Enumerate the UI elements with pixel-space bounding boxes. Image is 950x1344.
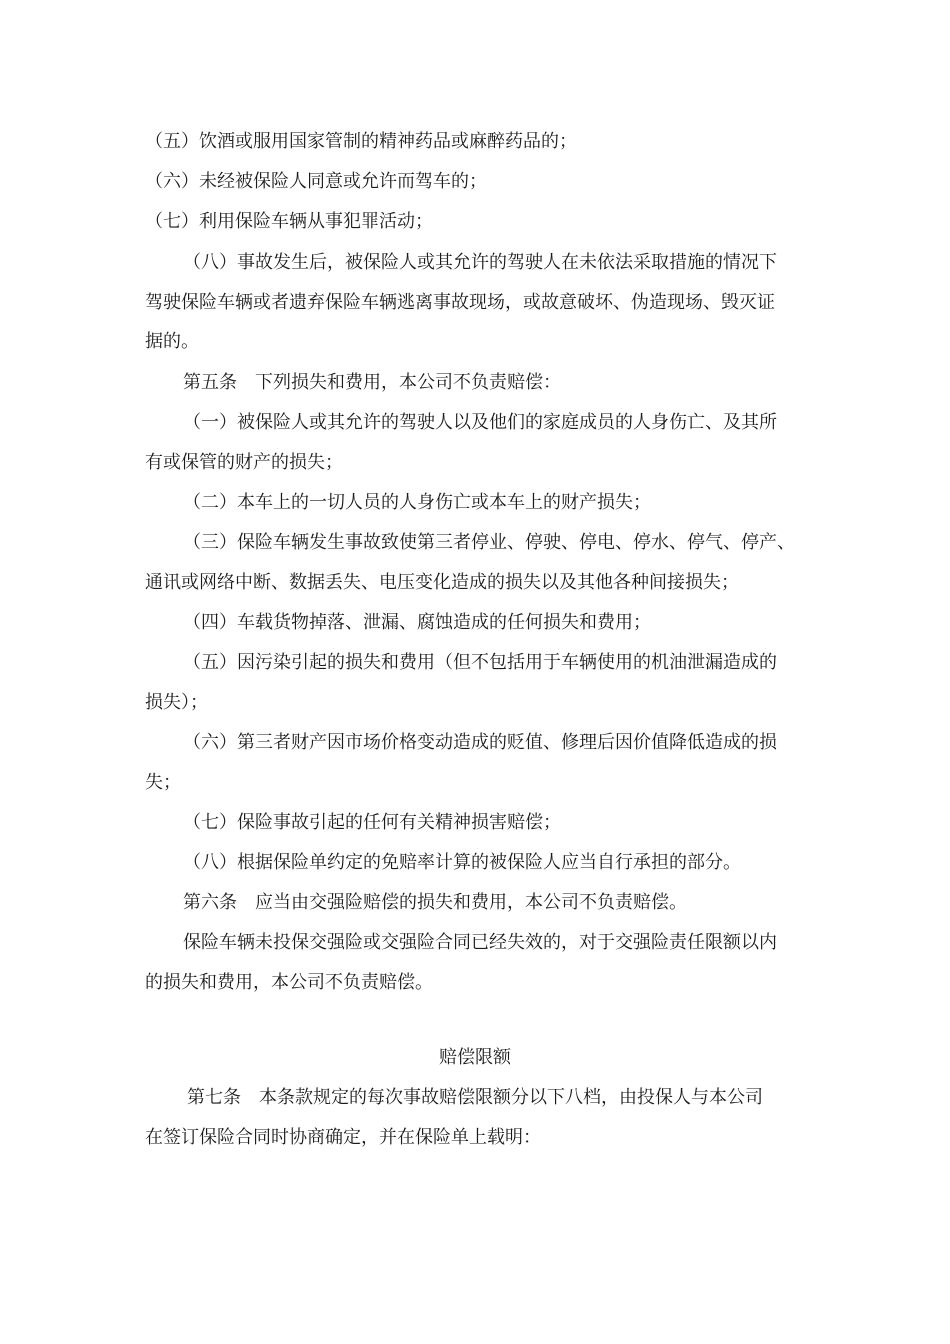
item-5-drunk-driving: （五）饮酒或服用国家管制的精神药品或麻醉药品的； — [145, 131, 577, 152]
article-5-item-7: （七）保险事故引起的任何有关精神损害赔偿； — [183, 812, 561, 833]
item-7-criminal-activity: （七）利用保险车辆从事犯罪活动； — [145, 211, 433, 232]
article-5-item-6-line-2: 失； — [145, 772, 181, 793]
article-5-item-3-line-2: 通讯或网络中断、数据丢失、电压变化造成的损失以及其他各种间接损失； — [145, 572, 739, 593]
article-5-item-1-line-2: 有或保管的财产的损失； — [145, 452, 343, 473]
item-8-line-1: （八）事故发生后，被保险人或其允许的驾驶人在未依法采取措施的情况下 — [183, 252, 777, 273]
item-8-line-2: 驾驶保险车辆或者遗弃保险车辆逃离事故现场，或故意破坏、伪造现场、毁灭证 — [145, 292, 775, 313]
article-6-para-line-2: 的损失和费用，本公司不负责赔偿。 — [145, 972, 433, 993]
article-5-item-4: （四）车载货物掉落、泄漏、腐蚀造成的任何损失和费用； — [183, 612, 651, 633]
article-5-item-5-line-1: （五）因污染引起的损失和费用（但不包括用于车辆使用的机油泄漏造成的 — [183, 652, 777, 673]
article-6-title: 第六条 应当由交强险赔偿的损失和费用，本公司不负责赔偿。 — [183, 892, 687, 913]
article-5-item-2: （二）本车上的一切人员的人身伤亡或本车上的财产损失； — [183, 492, 651, 513]
article-5-item-6-line-1: （六）第三者财产因市场价格变动造成的贬值、修理后因价值降低造成的损 — [183, 732, 777, 753]
article-5-item-3-line-1: （三）保险车辆发生事故致使第三者停业、停驶、停电、停水、停气、停产、 — [183, 532, 795, 553]
article-7-line-2: 在签订保险合同时协商确定，并在保险单上载明： — [145, 1127, 541, 1148]
article-5-item-8: （八）根据保险单约定的免赔率计算的被保险人应当自行承担的部分。 — [183, 852, 741, 873]
article-5-title: 第五条 下列损失和费用，本公司不负责赔偿： — [183, 372, 561, 393]
item-6-unauthorized-driving: （六）未经被保险人同意或允许而驾车的； — [145, 171, 487, 192]
article-7-line-1: 第七条 本条款规定的每次事故赔偿限额分以下八档，由投保人与本公司 — [187, 1087, 763, 1108]
article-5-item-1-line-1: （一）被保险人或其允许的驾驶人以及他们的家庭成员的人身伤亡、及其所 — [183, 412, 777, 433]
article-6-para-line-1: 保险车辆未投保交强险或交强险合同已经失效的，对于交强险责任限额以内 — [183, 932, 777, 953]
item-8-line-3: 据的。 — [145, 331, 199, 352]
article-5-item-5-line-2: 损失）； — [145, 692, 208, 713]
section-heading-compensation-limit: 赔偿限额 — [439, 1047, 511, 1068]
